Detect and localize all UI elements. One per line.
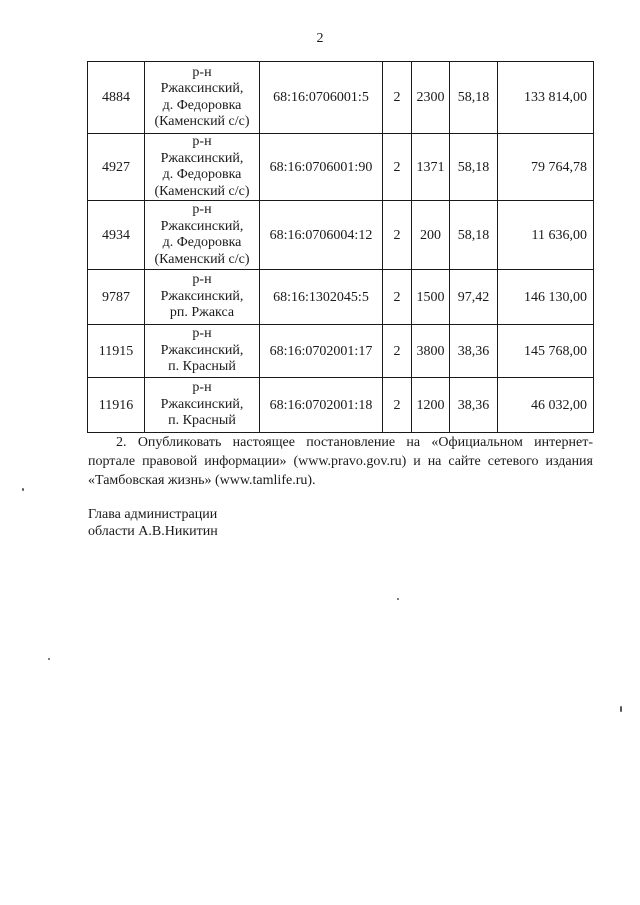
location-cell — [145, 325, 260, 378]
sum-cell: 146 130,00 — [498, 270, 594, 325]
location-line: р-н — [192, 134, 212, 149]
area-cell: 2300 — [412, 62, 450, 134]
category-cell: 2 — [383, 378, 412, 433]
location-cell — [145, 201, 260, 270]
category-cell: 2 — [383, 134, 412, 201]
sum-cell: 11 636,00 — [498, 201, 594, 270]
rate-cell: 38,36 — [450, 378, 498, 433]
location-line: Ржаксинский, — [160, 396, 244, 412]
page-number: 2 — [316, 31, 324, 46]
table-row — [88, 378, 594, 433]
location-line: Ржаксинский, — [160, 342, 244, 358]
cadastral-number-cell: 68:16:0706001:5 — [260, 62, 383, 134]
plot-id-cell: 4934 — [88, 201, 145, 270]
location-line: (Каменский с/с) — [154, 114, 250, 129]
signature-line-title: Глава администрации — [88, 507, 218, 522]
table-row — [88, 270, 594, 325]
location-line: п. Красный — [168, 359, 236, 375]
category-cell: 2 — [383, 270, 412, 325]
scan-speck — [48, 658, 50, 660]
cadastral-number-cell: 68:16:0702001:18 — [260, 378, 383, 433]
location-line: р-н — [192, 64, 212, 80]
sum-cell: 133 814,00 — [498, 62, 594, 134]
location-line: р-н — [192, 326, 212, 342]
plot-id-cell: 4884 — [88, 62, 145, 134]
area-cell: 200 — [412, 201, 450, 270]
location-line: п. Красный — [168, 413, 236, 429]
location-line: (Каменский с/с) — [154, 183, 250, 199]
plot-id-cell: 9787 — [88, 270, 145, 325]
location-line: Ржаксинский, — [160, 288, 244, 304]
table-row — [88, 325, 594, 378]
location-cell — [145, 270, 260, 325]
scan-speck — [620, 706, 622, 712]
location-cell — [145, 134, 260, 201]
location-line: р-н — [192, 272, 212, 288]
rate-cell: 97,42 — [450, 270, 498, 325]
location-line: Ржаксинский, — [160, 150, 244, 166]
location-line: р-н — [192, 380, 212, 396]
publication-paragraph: 2. Опубликовать настоящее постановление на «Официальном интернет-портале правовой информации» (www.pravo.gov.ru) и на сайте сетевого издания «Тамбовская жизнь» (www.tamlife.ru). — [88, 435, 593, 488]
area-cell: 1200 — [412, 378, 450, 433]
rate-cell: 58,18 — [450, 201, 498, 270]
location-cell — [145, 378, 260, 433]
sum-cell: 145 768,00 — [498, 325, 594, 378]
table-row — [88, 134, 594, 201]
table-row — [88, 201, 594, 270]
scan-speck — [397, 598, 399, 600]
table-row — [88, 62, 594, 134]
area-cell: 1371 — [412, 134, 450, 201]
location-line: д. Федоровка — [162, 235, 242, 250]
rate-cell: 58,18 — [450, 134, 498, 201]
cadastral-number-cell: 68:16:0706001:90 — [260, 134, 383, 201]
area-cell: 3800 — [412, 325, 450, 378]
rate-cell: 38,36 — [450, 325, 498, 378]
land-plots-table — [87, 61, 594, 433]
signature-block — [88, 506, 218, 540]
sum-cell: 79 764,78 — [498, 134, 594, 201]
location-line: Ржаксинский, — [160, 218, 244, 234]
category-cell: 2 — [383, 325, 412, 378]
location-line: д. Федоровка — [162, 167, 242, 182]
location-line: рп. Ржакса — [169, 305, 235, 321]
rate-cell: 58,18 — [450, 62, 498, 134]
scan-speck — [22, 488, 24, 491]
cadastral-number-cell: 68:16:0706004:12 — [260, 201, 383, 270]
area-cell: 1500 — [412, 270, 450, 325]
signature-line-name: области А.В.Никитин — [88, 524, 218, 539]
category-cell: 2 — [383, 201, 412, 270]
location-line: д. Федоровка — [162, 97, 242, 113]
location-line: (Каменский с/с) — [154, 251, 250, 267]
plot-id-cell: 11916 — [88, 378, 145, 433]
category-cell: 2 — [383, 62, 412, 134]
plot-id-cell: 11915 — [88, 325, 145, 378]
sum-cell: 46 032,00 — [498, 378, 594, 433]
cadastral-number-cell: 68:16:0702001:17 — [260, 325, 383, 378]
cadastral-number-cell: 68:16:1302045:5 — [260, 270, 383, 325]
location-line: Ржаксинский, — [160, 81, 244, 96]
location-cell — [145, 62, 260, 134]
location-line: р-н — [192, 202, 212, 217]
plot-id-cell: 4927 — [88, 134, 145, 201]
